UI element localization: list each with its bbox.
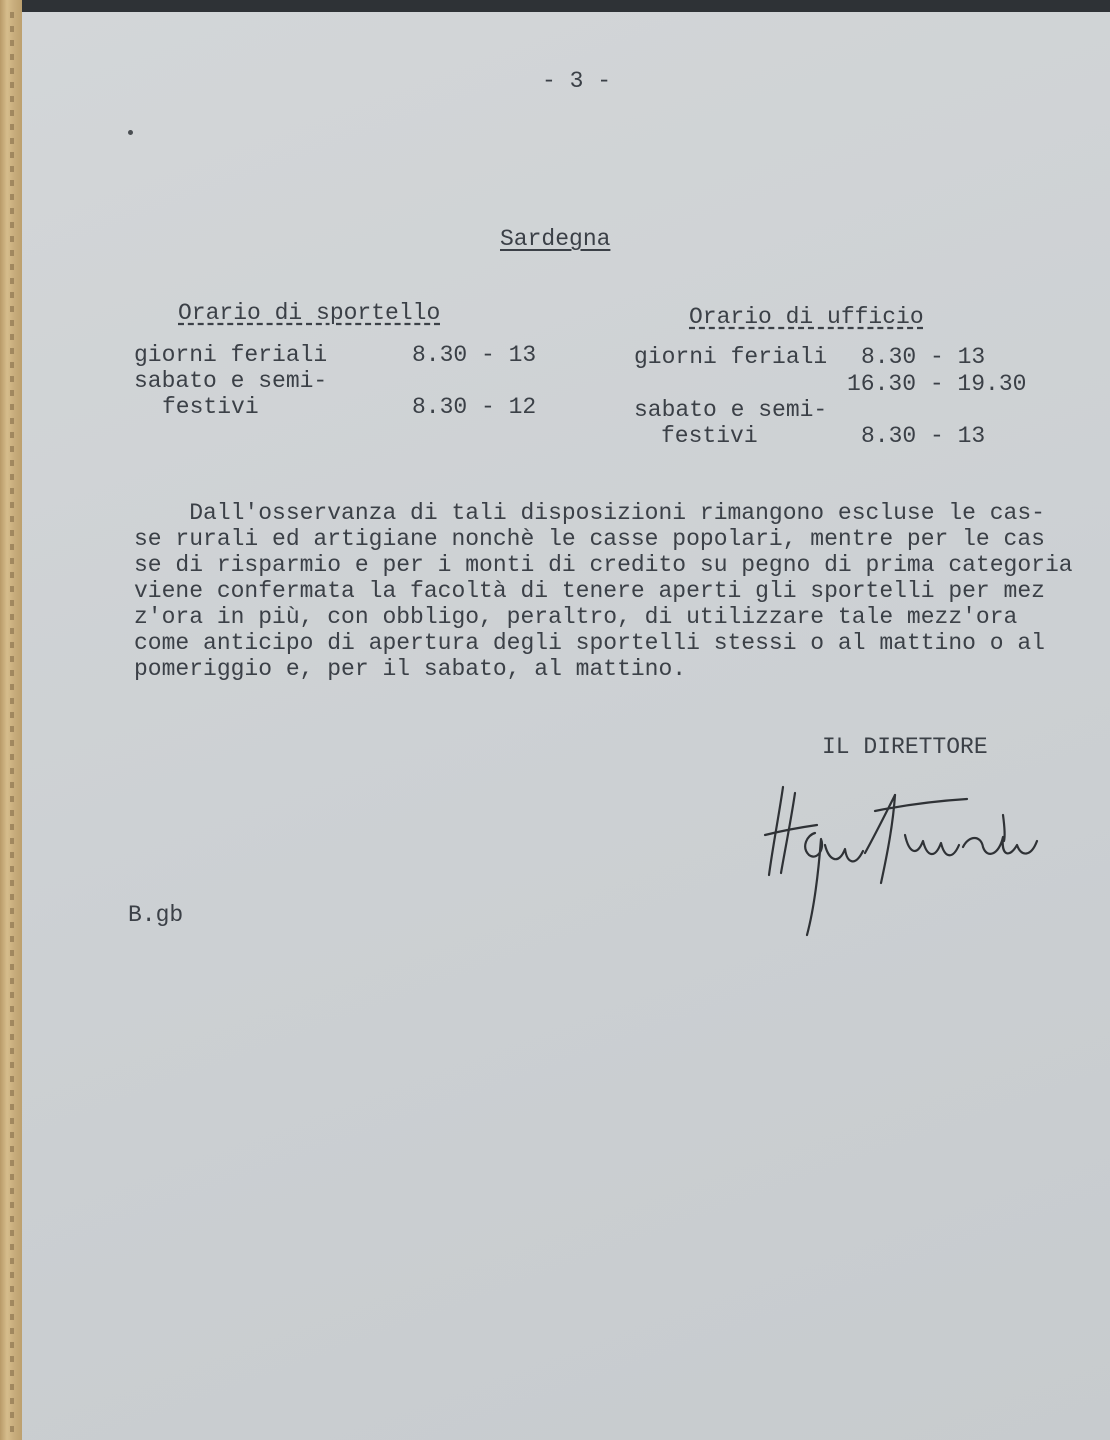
signature-icon: [755, 775, 1075, 950]
office-row-label: giorni feriali: [634, 344, 828, 370]
section-title: Sardegna: [500, 226, 611, 252]
signature-title: IL DIRETTORE: [822, 734, 988, 760]
body-line: se di risparmio e per i monti di credito su pegno di prima categoria: [134, 552, 1073, 578]
scanner-border: [0, 0, 1110, 12]
body-line: Dall'osservanza di tali disposizioni rimangono escluse le cas-: [134, 500, 1045, 526]
body-line: z'ora in più, con obbligo, peraltro, di utilizzare tale mezz'ora: [134, 604, 1018, 630]
counter-row-label-cont: festivi: [162, 394, 259, 420]
page-number: - 3 -: [542, 68, 612, 94]
office-row-label: sabato e semi-: [634, 397, 828, 423]
office-row-label-cont: festivi: [661, 423, 758, 449]
counter-row-label: giorni feriali: [134, 342, 328, 368]
body-line: se rurali ed artigiane nonchè le casse popolari, mentre per le cas: [134, 526, 1045, 552]
office-hours-heading: Orario di ufficio: [689, 304, 924, 330]
office-row-time: 16.30 - 19.30: [847, 371, 1027, 397]
counter-hours-heading: Orario di sportello: [178, 300, 441, 326]
counter-row-time: 8.30 - 13: [412, 342, 537, 368]
body-line: pomeriggio e, per il sabato, al mattino.: [134, 656, 687, 682]
binding-stitch: [10, 12, 14, 1440]
counter-row-time: 8.30 - 12: [412, 394, 537, 420]
body-line: viene confermata la facoltà di tenere aperti gli sportelli per mez: [134, 578, 1045, 604]
body-line: come anticipo di apertura degli sportelli stessi o al mattino o al: [134, 630, 1045, 656]
reference-initials: B.gb: [128, 902, 184, 928]
office-row-time: 8.30 - 13: [861, 423, 986, 449]
paper-speck: [128, 130, 133, 135]
office-row-time: 8.30 - 13: [861, 344, 986, 370]
counter-row-label: sabato e semi-: [134, 368, 328, 394]
